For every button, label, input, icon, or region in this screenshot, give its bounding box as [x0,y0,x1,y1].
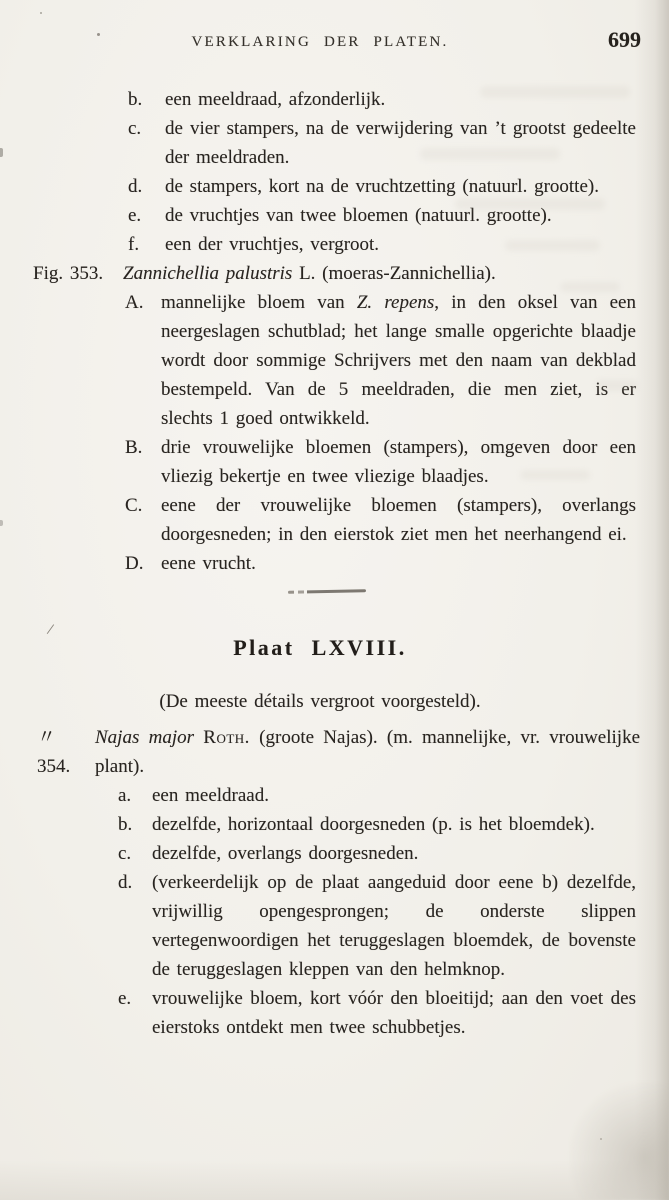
figure-item [128,230,636,259]
figure-item-text: mannelijke bloem van Z. repens, in den oksel van een neergeslagen schutblad; het lange smalle opgerichte blaadje wordt door sommige Schrijvers met den naam van dekblad bestempeld. Van de 5 meeldraden, die men ziet, is er slechts 1 goed ontwikkeld. [161,292,636,429]
figure-item-label: d. [118,872,133,893]
fig-354-entry [0,723,669,1042]
figure-item-label: A. [125,292,144,313]
running-title: VERKLARING DER PLATEN. [191,34,449,50]
scan-corner-noise [569,1080,669,1200]
figure-item [128,114,636,172]
stray-pen-mark: / [46,621,54,639]
figure-item-text: eene der vrouwelijke bloemen (stampers), overlangs doorgesneden; in den eierstok ziet men het neerhangend ei. [161,495,636,545]
figure-item-label: a. [118,785,132,806]
figure-item [125,549,636,578]
figure-item [118,868,636,984]
figure-item [118,839,636,868]
figure-item-label: d. [128,176,143,197]
figure-item-text: een meeldraad, afzonderlijk. [165,89,386,110]
figure-item-text: drie vrouwelijke bloemen (stampers), omgeven door een vliezig bekertje en twee vliezige blaadjes. [161,437,636,487]
figure-item-text: vrouwelijke bloem, kort vóór den bloeitijd; aan den voet des eierstoks ontdekt men twee schubbetjes. [152,988,636,1038]
figure-item [118,781,636,810]
figure-item-text: de vier stampers, na de verwijdering van ’t grootst gedeelte der meeldraden. [165,118,636,168]
figure-item-text: (verkeerdelijk op de plaat aangeduid door eene b) dezelfde, vrijwillig opengesprongen; de onderste slippen vertegenwoordigen het teruggeslagen bloemdek, de bovenste de teruggeslagen kleppen van den helmknop. [152,872,636,980]
section-divider [288,589,366,594]
fig-353-item-list [0,288,669,578]
figure-item [128,85,636,114]
figure-item-label: c. [128,118,142,139]
plate-heading: Plaat LXVIII. [233,635,407,660]
figure-item-label: B. [125,437,143,458]
figure-item-label: e. [118,988,132,1009]
figure-item-label: C. [125,495,143,516]
figure-item-label: b. [118,814,133,835]
figure-item-text: een der vruchtjes, vergroot. [165,234,380,255]
figure-item-text: de vruchtjes van twee bloemen (natuurl. grootte). [165,205,552,226]
figure-item-text: de stampers, kort na de vruchtzetting (natuurl. grootte). [165,176,599,197]
fig-352-item-list [0,85,669,259]
figure-item [118,984,636,1042]
page-content [0,85,669,1042]
figure-item-label: c. [118,843,132,864]
page-header [0,0,669,60]
figure-item [125,491,636,549]
figure-item-label: e. [128,205,142,226]
figure-item-text: dezelfde, horizontaal doorgesneden (p. is het bloemdek). [152,814,595,835]
ink-speck [600,1138,602,1140]
figure-item-label: f. [128,234,140,255]
fig-354-label: 〃 354. [37,727,71,777]
figure-item [128,201,636,230]
figure-item [125,288,636,433]
fig-354-title: Najas major Roth. (groote Najas). (m. mannelijke, vr. vrouwelijke plant). [95,727,640,777]
page-number: 699 [608,27,641,52]
fig-353-entry [0,259,669,578]
plate-subtitle: (De meeste détails vergroot voorgesteld). [159,691,481,712]
figure-item [118,810,636,839]
figure-item-label: D. [125,553,144,574]
figure-item [128,172,636,201]
fig-354-item-list [0,781,669,1042]
fig-353-label: Fig. 353. [33,263,104,284]
fig-353-title: Zannichellia palustris L. (moeras-Zannichellia). [123,263,496,284]
figure-item-text: dezelfde, overlangs doorgesneden. [152,843,419,864]
figure-item [125,433,636,491]
figure-item-text: eene vrucht. [161,553,256,574]
figure-item-text: een meeldraad. [152,785,269,806]
figure-item-label: b. [128,89,143,110]
